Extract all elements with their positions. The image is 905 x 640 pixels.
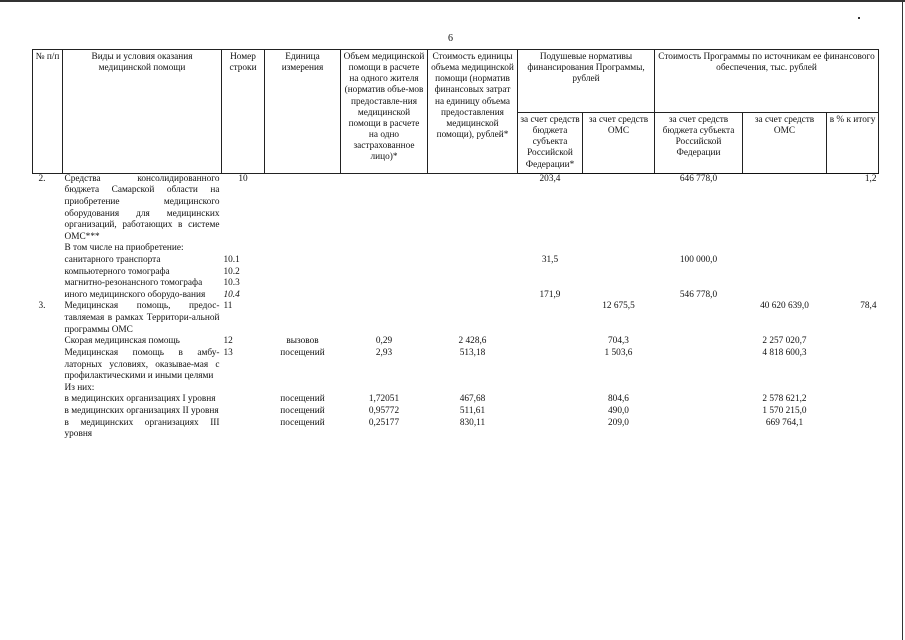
cell-volume: 2,93 (375, 347, 393, 358)
header-per-capita-oms: за счет средств ОМС (583, 113, 655, 174)
cell-desc: в медицинских организациях III уровня (64, 417, 220, 440)
cell-unit (265, 267, 341, 279)
table-row (33, 278, 879, 290)
cell-unit (265, 243, 341, 255)
cell-no (33, 336, 63, 348)
header-program-budget: за счет средств бюджета субъекта Российской Федерации (655, 113, 743, 174)
cell-pr-oms: 1 570 215,0 (762, 405, 807, 416)
table-row (33, 255, 879, 267)
cell-no (33, 243, 63, 255)
cell-pc-budget (518, 418, 583, 441)
cell-pr-budget: 100 000,0 (679, 255, 718, 266)
cell-no (33, 394, 63, 406)
cell-desc: Скорая медицинская помощь (64, 336, 180, 347)
cell-desc: В том числе на приобретение: (64, 243, 184, 254)
header-program-oms: за счет средств ОМС (743, 113, 827, 174)
cell-pct (827, 243, 879, 255)
header-per-capita: Подушевые нормативы финансирования Программы, рублей (518, 50, 655, 113)
cell-pc-oms (583, 290, 655, 302)
cell-volume (341, 243, 428, 255)
table-row (33, 290, 879, 302)
cell-line: 12 (223, 336, 233, 347)
cell-pc-oms: 209,0 (608, 417, 629, 428)
cell-line (222, 243, 265, 255)
table-row (33, 336, 879, 348)
cell-unit (265, 173, 341, 243)
header-per-capita-budget: за счет средств бюджета субъекта Российской Федерации* (518, 113, 583, 174)
cell-unit (265, 278, 341, 290)
cell-pct (827, 278, 879, 290)
cell-cost (428, 267, 518, 279)
cell-pc-oms (583, 267, 655, 279)
cell-line: 11 (223, 301, 233, 312)
cell-pct: 1,2 (864, 173, 877, 184)
cell-desc: Медицинская помощь в амбу-латорных условиях, оказывае-мая с профилактическими и иными целями (64, 347, 220, 382)
header-unit-cost: Стоимость единицы объема медицинской помощи (норматив финансовых затрат на единицу объема предоставления медицинской помощи), рублей* (428, 50, 518, 174)
cell-pr-budget (655, 383, 743, 395)
cell-pct (827, 406, 879, 418)
cell-no (33, 267, 63, 279)
cell-cost: 2 428,6 (458, 336, 487, 347)
cell-pct (827, 336, 879, 348)
table-row (33, 348, 879, 383)
cell-volume (341, 267, 428, 279)
cell-volume: 0,29 (375, 336, 393, 347)
cell-pr-oms (743, 267, 827, 279)
page-number: 6 (448, 33, 453, 44)
cell-pc-budget (518, 406, 583, 418)
cell-unit (265, 290, 341, 302)
cell-cost (428, 278, 518, 290)
cell-pr-oms: 40 620 639,0 (760, 301, 809, 312)
cell-pc-oms (583, 278, 655, 290)
cell-line (222, 394, 265, 406)
cell-cost (428, 290, 518, 302)
cell-volume (341, 255, 428, 267)
cell-no: 3. (38, 301, 46, 312)
cell-pr-oms (743, 383, 827, 395)
cell-unit (265, 301, 341, 336)
cell-pr-budget (655, 348, 743, 383)
cell-pr-budget: 646 778,0 (679, 173, 718, 184)
cell-line (222, 418, 265, 441)
cell-desc: Из них: (64, 382, 95, 393)
header-volume: Объем медицинской помощи в расчете на одного жителя (норматив объе-мов предоставле-ния медицинской помощи в расчете на одно застрахованное лицо)* (341, 50, 428, 174)
cell-volume (341, 301, 428, 336)
cell-pc-budget: 31,5 (541, 255, 559, 266)
cell-unit (265, 255, 341, 267)
cell-desc: санитарного транспорта (64, 255, 161, 266)
cell-pc-oms (583, 243, 655, 255)
cell-pr-budget (655, 278, 743, 290)
cell-cost: 467,68 (459, 394, 486, 405)
cell-pc-oms (583, 255, 655, 267)
cell-pr-budget (655, 394, 743, 406)
cell-cost: 830,11 (459, 417, 486, 428)
cell-desc: компьютерного томографа (64, 266, 170, 277)
cell-pct (827, 394, 879, 406)
table-row (33, 243, 879, 255)
cell-unit: посещений (280, 417, 325, 428)
cell-pct (827, 383, 879, 395)
header-types: Виды и условия оказания медицинской помощи (63, 50, 222, 174)
cell-desc: в медицинских организациях I уровня (64, 394, 216, 405)
cell-desc: Средства консолидированного бюджета Самарской области на приобретение медицинского оборудования для медицинских организаций, работающих в системе ОМС*** (64, 173, 220, 242)
table-row (33, 301, 879, 336)
table-row (33, 267, 879, 279)
cell-no (33, 418, 63, 441)
header-program-cost: Стоимость Программы по источникам ее финансового обеспечения, тыс. рублей (655, 50, 879, 113)
cell-pct (827, 267, 879, 279)
cell-volume (341, 278, 428, 290)
cell-unit (265, 383, 341, 395)
cell-pc-oms (583, 383, 655, 395)
cell-volume (341, 383, 428, 395)
cell-unit: посещений (280, 394, 325, 405)
cell-cost (428, 243, 518, 255)
cell-pct (827, 418, 879, 441)
cell-line: 10.3 (223, 278, 240, 289)
scan-mark-top-right (858, 17, 860, 19)
table-row (33, 173, 879, 243)
cell-pr-oms: 2 257 020,7 (762, 336, 807, 347)
cell-line (222, 383, 265, 395)
cell-line: 10.2 (223, 266, 240, 277)
cell-pc-oms: 704,3 (608, 336, 629, 347)
cell-line: 10 (238, 173, 248, 184)
cell-cost (428, 173, 518, 243)
cell-no (33, 278, 63, 290)
cell-pc-oms (583, 173, 655, 243)
cell-pr-budget (655, 301, 743, 336)
cell-pc-budget (518, 348, 583, 383)
cell-volume (341, 173, 428, 243)
cell-unit: посещений (280, 405, 325, 416)
cell-no (33, 290, 63, 302)
cell-pc-oms: 490,0 (608, 405, 629, 416)
scan-border-right (902, 0, 903, 640)
cell-desc: магнитно-резонансного томографа (64, 278, 203, 289)
header-no: № п/п (33, 50, 63, 174)
header-unit: Единица измерения (265, 50, 341, 174)
cell-pr-oms (743, 243, 827, 255)
cell-pr-budget (655, 406, 743, 418)
header-row-number: Номер строки (222, 50, 265, 174)
cell-line: 10.1 (223, 255, 240, 266)
cell-pct (827, 290, 879, 302)
cell-cost (428, 255, 518, 267)
table-row (33, 418, 879, 441)
cell-pr-oms (743, 278, 827, 290)
cell-volume: 1,72051 (368, 394, 400, 405)
cell-volume: 0,25177 (368, 417, 400, 428)
cell-pr-budget (655, 336, 743, 348)
cell-pr-budget (655, 243, 743, 255)
cell-pr-oms (743, 173, 827, 243)
cell-no (33, 348, 63, 383)
cell-pct (827, 255, 879, 267)
cell-line: 10.4 (223, 289, 240, 300)
cell-pct: 78,4 (860, 301, 877, 312)
cell-pct (827, 348, 879, 383)
header-program-pct: в % к итогу (827, 113, 879, 174)
table-row (33, 383, 879, 395)
cell-pr-oms: 669 764,1 (765, 417, 804, 428)
cell-pc-budget: 171,9 (539, 289, 561, 300)
cell-pc-budget: 203,4 (539, 173, 561, 184)
cell-volume: 0,95772 (368, 405, 400, 416)
cell-cost (428, 301, 518, 336)
table-row (33, 394, 879, 406)
cell-cost: 511,61 (459, 405, 486, 416)
cell-pr-budget (655, 267, 743, 279)
program-cost-table (32, 49, 879, 441)
cell-pc-budget (518, 394, 583, 406)
scan-border-top (0, 0, 905, 2)
cell-desc: иного медицинского оборудо-вания (64, 289, 206, 300)
cell-no: 2. (38, 173, 46, 184)
cell-pc-budget (518, 383, 583, 395)
cell-pc-budget (518, 243, 583, 255)
table-row (33, 406, 879, 418)
cell-line: 13 (223, 347, 233, 358)
cell-pr-budget (655, 418, 743, 441)
cell-unit: вызовов (286, 336, 319, 347)
cell-no (33, 255, 63, 267)
cell-no (33, 383, 63, 395)
cell-cost (428, 383, 518, 395)
cell-desc: Медицинская помощь, предос-тавляемая в рамках Территори-альной программы ОМС (64, 301, 220, 335)
cell-pc-budget (518, 267, 583, 279)
cell-pc-budget (518, 301, 583, 336)
cell-pc-budget (518, 336, 583, 348)
cell-pr-oms (743, 290, 827, 302)
cell-cost: 513,18 (459, 347, 486, 358)
cell-line (222, 406, 265, 418)
cell-pc-oms: 1 503,6 (604, 347, 633, 358)
cell-pr-oms: 2 578 621,2 (762, 394, 807, 405)
cell-pc-budget (518, 278, 583, 290)
cell-pc-oms: 12 675,5 (602, 301, 635, 312)
cell-volume (341, 290, 428, 302)
cell-pr-oms (743, 255, 827, 267)
cell-no (33, 406, 63, 418)
cell-desc: в медицинских организациях II уровня (64, 405, 219, 416)
cell-unit: посещений (280, 347, 325, 358)
cell-pc-oms: 804,6 (608, 394, 629, 405)
cell-pr-budget: 546 778,0 (679, 289, 718, 300)
cell-pr-oms: 4 818 600,3 (762, 347, 807, 358)
